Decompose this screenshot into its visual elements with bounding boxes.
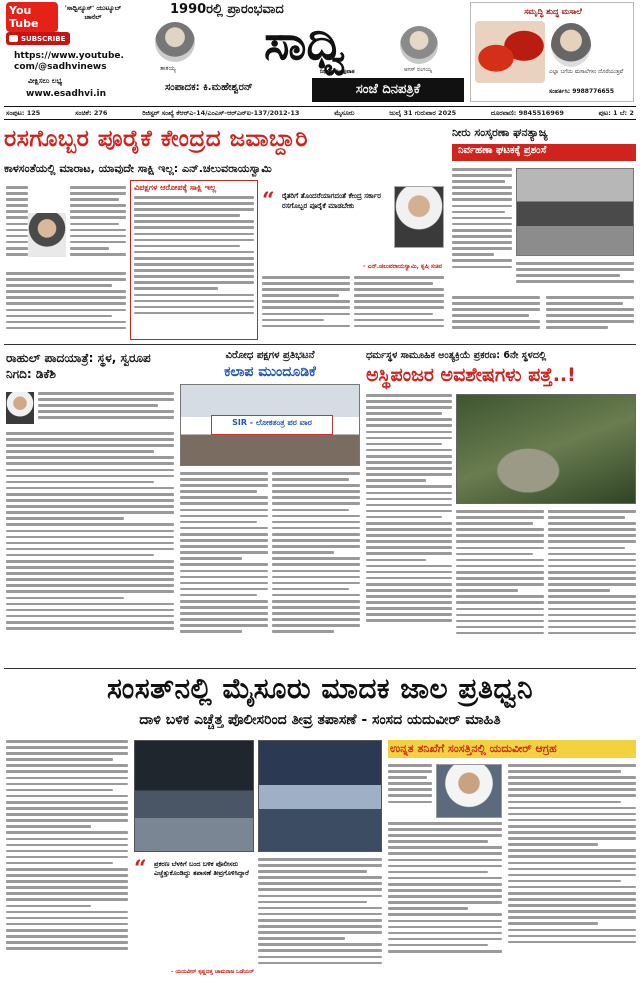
rahul-body-top: [38, 392, 174, 428]
masthead-tagline: ನಿರ್ಭೀತ ನಿಷ್ಪಕ್ಷಪಾತ: [320, 69, 355, 75]
founder-caption: ಆಗಸ್ ರಂಗಯ್ಯ: [404, 67, 433, 73]
right-col-body-4: [546, 296, 634, 344]
drugs-body-1: [6, 740, 128, 988]
minister-photo: [28, 213, 66, 257]
yaduveer-headline: ಉನ್ನತ ತನಿಖೆಗೆ ಸಂಸತ್ತಿನಲ್ಲಿ ಯದುವೀರ್ ಆಗ್ರಹ: [390, 742, 557, 755]
lead-subhead: ಕಾಳಸಂತೆಯಲ್ಲಿ ಮಾರಾಟ, ಯಾವುದೇ ಸಾಕ್ಷಿ ಇಲ್ಲ: ಎನ್.ಚಲುವರಾಯಸ್ವಾಮಿ: [4, 162, 272, 175]
editor-line: ಸಂಪಾದಕ: ಕಿ.ಮಹೇಶ್ವರನ್: [165, 82, 253, 93]
father-photo: [155, 22, 195, 62]
lead-sidebar-title: ವಿಪಕ್ಷಗಳ ಆರೋಪಕ್ಕೆ ಸಾಕ್ಷಿ ಇಲ್ಲ: [134, 183, 217, 192]
yaduveer-body-1: [388, 764, 432, 818]
date: ಜುಲೈ 31 ಗುರುವಾರ 2025: [389, 108, 457, 117]
advert-title: ಸಮೃದ್ಧಿ ಶುದ್ಧ ಮಸಾಲೆ: [524, 7, 582, 16]
advert-phone: ಸಂಪರ್ಕಿಸಿ: 9988776655: [549, 88, 615, 95]
father-caption: ತಾತಯ್ಯ: [160, 65, 176, 72]
yaduveer-photo: [436, 764, 502, 818]
dharmasthala-body-1: [366, 394, 452, 664]
lead-quote-author: - ಎನ್.ಚಲುವರಾಯಸ್ವಾಮಿ, ಕೃಷಿ ಸಚಿವ: [363, 263, 442, 270]
advert-chillies: [475, 21, 545, 83]
drugs-quote-mark: “: [134, 856, 147, 882]
protest-body-1: [180, 472, 268, 664]
raid-photo-1: [134, 740, 254, 852]
drugs-body-2: [258, 858, 382, 988]
forest-photo: [456, 394, 636, 504]
lead-col-3: [354, 276, 444, 340]
subscribe-button[interactable]: SUBSCRIBE: [6, 32, 70, 45]
drugs-headline: ಸಂಸತ್‌ನಲ್ಲಿ ಮೈಸೂರು ಮಾದಕ ಜಾಲ ಪ್ರತಿಧ್ವನಿ: [106, 672, 534, 705]
city: ಮೈಸೂರು: [334, 108, 355, 117]
yaduveer-body-3: [508, 764, 636, 988]
dharmasthala-kicker: ಧರ್ಮಸ್ಥಳ ಸಾಮೂಹಿಕ ಅಂತ್ಯಕ್ರಿಯೆ ಪ್ರಕರಣ: 6ನೇ ಸ್ಥಳದಲ್ಲಿ: [366, 350, 547, 361]
lead-sidebar-body: [134, 196, 254, 336]
youtube-promo[interactable]: [6, 4, 124, 102]
info-bar: [4, 106, 636, 120]
protest-photo: [180, 384, 360, 466]
advert-portrait: [551, 23, 591, 67]
protest-body-2: [272, 472, 360, 664]
lead-quote: ರೈತರಿಗೆ ತೊಂದರೆಯಾಗದಂತೆ ಕೇಂದ್ರ ಸರ್ಕಾರ ರಸಗೊಬ್ಬರ ಪೂರೈಕೆ ಮಾಡಬೇಕು: [282, 192, 381, 210]
lead-headline: ರಸಗೊಬ್ಬರ ಪೂರೈಕೆ ಕೇಂದ್ರದ ಜವಾಬ್ದಾರಿ: [4, 126, 309, 152]
dharmasthala-body-3: [548, 510, 636, 664]
registration: ರಿಜಿಸ್ಟರ್ ಸಂಖ್ಯೆ ಕೆಆರ್‌ಎ-14/ಎಂಎಸ್-ಆರ್‌ಎನ್‌ಐ-137/2012-13: [142, 108, 300, 117]
yaduveer-body-2: [388, 822, 502, 988]
youtube-visit: ವೀಕ್ಷಿಸಲು ಲಭ್ಯ: [28, 77, 63, 85]
lead-col-2: [262, 276, 350, 340]
raid-photo-2: [258, 740, 382, 852]
lead-col-1c: [6, 272, 126, 340]
founder-photo: [400, 26, 438, 64]
pages: ಪುಟ: 1 ಬೆ: 2: [598, 108, 634, 117]
issue: ಸಂಚಿಕೆ: 276: [75, 108, 108, 117]
right-col-body-2: [516, 262, 634, 292]
right-col-headline-1: ನೀರು ಸಂಸ್ಕರಣಾ ಘನತ್ಯಾಜ್ಯ: [452, 126, 548, 139]
lead-col-1b: [70, 186, 126, 266]
rahul-headline: ರಾಹುಲ್ ಪಾದಯಾತ್ರೆ: ಸ್ಥಳ, ಸ್ವರೂಪ ನಿಗದಿ: ಡಿಕೆಶಿ: [6, 351, 151, 381]
protest-headline: ಕಲಾಪ ಮುಂದೂಡಿಕೆ: [224, 364, 316, 380]
right-col-headline-2: ನಿರ್ವಹಣಾ ಘಟಕಕ್ಕೆ ಪ್ರಶಂಸೆ: [458, 145, 547, 156]
rahul-body: [6, 432, 174, 664]
subtitle: ಸಂಜೆ ದಿನಪತ್ರಿಕೆ: [355, 82, 421, 97]
phone: ದೂರವಾಣಿ: 9845516969: [490, 108, 564, 117]
drugs-quote-author: - ಯದುವೀರ್ ಕೃಷ್ಣದತ್ತ ಚಾಮರಾಜ ಒಡೆಯರ್: [171, 969, 254, 975]
dkshi-photo: [6, 392, 34, 424]
volume: ಸಂಪುಟ: 125: [6, 108, 41, 117]
youtube-channel: 'ಸಾಧ್ವಿನ್ಯೂಸ್' ಯುಟ್ಯೂಬ್ ಚಾನೆಲ್: [64, 4, 122, 21]
dharmasthala-headline: ಅಸ್ಥಿಪಂಜರ ಅವಶೇಷಗಳು ಪತ್ತೆ..!: [366, 364, 576, 386]
chalu-photo: [394, 186, 444, 248]
website[interactable]: www.esadhvi.in: [26, 89, 107, 99]
right-col-body-1: [452, 168, 512, 288]
lead-quote-mark: “: [262, 188, 275, 214]
right-col-body-3: [452, 296, 540, 344]
masthead-title: ಸಾಧ್ವಿ: [263, 15, 347, 71]
started-year: 1990ರಲ್ಲಿ ಪ್ರಾರಂಭವಾದ: [170, 2, 284, 17]
section-rule-2: [4, 668, 636, 669]
facility-photo: [516, 168, 634, 256]
drugs-quote: ಪ್ರಕರಣ ಬೆಳಕಿಗೆ ಬಂದ ಬಳಿಕ ಪೊಲೀಸರು ಎಚ್ಚೆತ್ತುಕೊಂಡಿದ್ದು ತಪಾಸಣೆ ತೀವ್ರಗೊಳಿಸಿದ್ದಾರೆ: [154, 860, 249, 877]
youtube-url[interactable]: https://www.youtube. com/@sadhvinews: [14, 51, 124, 72]
protest-banner-text: SIR - ಲೋಕತಂತ್ರ ಪರ ವಾರ: [232, 418, 312, 427]
advert-sub: ಎಲ್ಲಾ ಬಗೆಯ ಮಸಾಲೆಗಳು ದೊರೆಯುತ್ತವೆ: [549, 69, 624, 75]
drugs-subhead: ದಾಳಿ ಬಳಿಕ ಎಚ್ಚೆತ್ತ ಪೊಲೀಸರಿಂದ ತೀವ್ರ ತಪಾಸಣೆ - ಸಂಸದ ಯದುವೀರ್ ಮಾಹಿತಿ: [139, 712, 501, 728]
lead-col-1: [6, 186, 28, 266]
dharmasthala-body-2: [456, 510, 544, 664]
section-rule-1: [4, 344, 636, 345]
protest-kicker: ವಿರೋಧ ಪಕ್ಷಗಳ ಪ್ರತಿಭಟನೆ: [225, 350, 315, 361]
youtube-logo: You Tube: [6, 6, 58, 28]
subscribe-icon: [9, 35, 18, 42]
spice-advert[interactable]: [470, 2, 634, 102]
